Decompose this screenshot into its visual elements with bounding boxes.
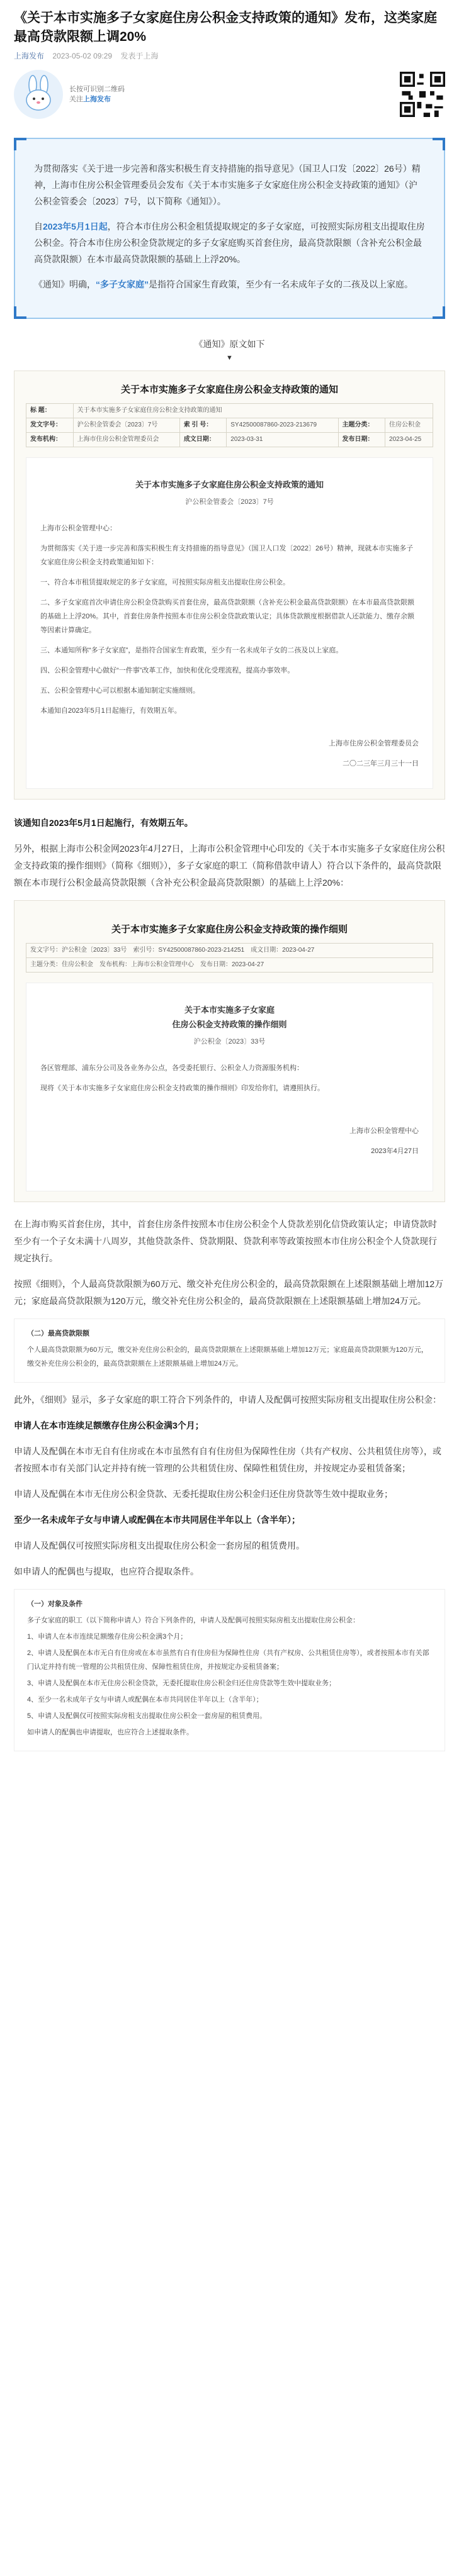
source-link[interactable]: 上海发布 xyxy=(14,52,45,60)
para-loan-limits: 按照《细则》，个人最高贷款限额为60万元、缴交补充住房公积金的，最高贷款限额在上述限额基础上增加12万元；家庭最高贷款限额为120万元，缴交补充住房公积金的，最高贷款限额在上述限额基础上增加24万元。 xyxy=(14,1279,444,1306)
para-rules-intro: 另外，根据上海市公积金网2023年4月27日，上海市公积金管理中心印发的《关于本市实施多子女家庭住房公积金支持政策的操作细则》（简称《细则》），多子女家庭的职工（简称借款申请人）符合以下条件的，最高贷款限额在本市现行公积金最高贷款限额（含补充公积金最高贷款限额）的基础上上浮20%： xyxy=(14,844,445,888)
para-conditions: 在上海市购买首套住房，其中，首套住房条件按照本市住房公积金个人贷款差别化信贷政策认定；申请贷款时至少有一个子女未满十八周岁，其他贷款条件、贷款期限、贷款利率等政策按照本市住房公积金个人贷款现行规定执行。 xyxy=(14,1219,437,1263)
limits-excerpt-image: （二）最高贷款限额 个人最高贷款限额为60万元，缴交补充住房公积金的，最高贷款限额在上述限额基础上增加12万元；家庭最高贷款限额为120万元，缴交补充住房公积金的，最高贷款限额在上述限额基础上增加24万元。 xyxy=(14,1319,445,1383)
follow-banner xyxy=(0,65,459,128)
para-withdraw-intro: 此外，《细则》显示，多子女家庭的职工符合下列条件的，申请人及配偶可按照实际房租支出提取住房公积金： xyxy=(14,1395,441,1405)
doc1-info-table: 标 题： 关于本市实施多子女家庭住房公积金支持政策的通知 发文字号： 沪公积金管委会〔2023〕7号 索 引 号： SY42500087860-2023-213679 主题分类： 住房公积金 发布机构： 上海市住房公积金管理委员会 成文日期： 2023-03-31 发布日期： 2023-04-25 xyxy=(26,403,433,447)
publish-location: 发表于上海 xyxy=(120,52,159,60)
summary-box xyxy=(14,138,445,319)
para-cond-2: 申请人及配偶在本市无自有住房或在本市虽然有自有住房但为保障性住房（共有产权房、公共租赁住房等），或者按照本市有关部门认定并持有统一管理的公共租赁住房、保障性租赁住房，并按规定办妥租赁备案； xyxy=(14,1446,441,1473)
summary-p3: 《通知》明确，“多子女家庭”是指符合国家生育政策，至少有一名未成年子女的二孩及以上家庭。 xyxy=(34,279,413,289)
doc2-info-table: 发文字号：沪公积金〔2023〕33号 索引号：SY42500087860-2023-214251 成文日期：2023-04-27 主题分类：住房公积金 发布机构：上海市公积金管理中心 发布日期：2023-04-27 xyxy=(26,943,433,973)
para-spouse: 如申请人的配偶也与提取，也应符合提取条件。 xyxy=(14,1566,199,1576)
doc1-title: 关于本市实施多子女家庭住房公积金支持政策的通知 xyxy=(120,384,338,395)
para-cond-4: 至少一名未成年子女与申请人或配偶在本市共同居住半年以上（含半年）； xyxy=(14,1515,300,1525)
article-meta xyxy=(0,50,459,65)
summary-p2: 自2023年5月1日起，符合本市住房公积金租赁提取规定的多子女家庭，可按照实际房租支出提取住房公积金。符合本市住房公积金贷款规定的多子女家庭购买首套住房，最高贷款限额（含补充公积金最高贷款限额）在本市最高贷款限额的基础上上浮20%。 xyxy=(34,221,425,264)
qr-hint: 长按可识别二维码 关注上海发布 xyxy=(69,86,125,103)
triangle-down-icon: ▼ xyxy=(226,354,233,362)
para-cond-3: 申请人及配偶在本市无住房公积金贷款、无委托提取住房公积金归还住房贷款等生效中提取业务； xyxy=(14,1489,393,1499)
qr-code-icon[interactable] xyxy=(400,72,445,117)
article-title: 《关于本市实施多子女家庭住房公积金支持政策的通知》发布，这类家庭最高贷款限额上调20% xyxy=(14,11,437,44)
section-caption: 《通知》原文如下 xyxy=(194,339,265,349)
para-cond-5: 申请人及配偶仅可按照实际房租支出提取住房公积金一套房屋的租赁费用。 xyxy=(14,1541,305,1551)
doc1-body: 关于本市实施多子女家庭住房公积金支持政策的通知 沪公积金管委会〔2023〕7号 上海市公积金管理中心： 为贯彻落实《关于进一步完善和落实积极生育支持措施的指导意见》（国卫人口发〔2022〕26号）精神，现就本市实施多子女家庭住房公积金支持政策通知如下： 一、符合本市租赁提取规定的多子女家庭，可按照实际房租支出提取住房公积金。 二、多子女家庭首次申请住房公积金贷款购买首套住房，最高贷款限额（含补充公积金最高贷款限额）在本市最高贷款限额的基础上上浮20%。其中，首套住房条件按照本市住房公积金贷款政策认定；具体贷款额度根据借款人还款能力、缴存余额等因素计算确定。 三、本通知所称“多子女家庭”，是指符合国家生育政策，至少有一名未成年子女的二孩及以上家庭。 四、公积金管理中心做好“一件事”改革工作，加快和优化受理流程，提高办事效率。 五、公积金管理中心可以根据本通知制定实施细则。 本通知自2023年5月1日起施行，有效期五年。 上海市住房公积金管理委员会 二〇二三年三月三十一日 xyxy=(26,457,433,789)
summary-p1: 为贯彻落实《关于进一步完善和落实积极生育支持措施的指导意见》（国卫人口发〔2022〕26号）精神，上海市住房公积金管理委员会发布《关于本市实施多子女家庭住房公积金支持政策的通知》（沪公积金管委会〔2023〕7号，以下简称《通知》）。 xyxy=(34,164,421,206)
body-section-2 xyxy=(0,1216,459,1751)
rules-document-image xyxy=(14,900,445,1202)
para-cond-1: 申请人在本市连续足额缴存住房公积金满3个月； xyxy=(14,1420,204,1430)
body-section-1 xyxy=(0,815,459,891)
notice-document-image xyxy=(14,371,445,800)
para-effective: 该通知自2023年5月1日起施行，有效期五年。 xyxy=(14,818,193,828)
rabbit-logo-icon xyxy=(14,70,63,119)
doc2-body: 关于本市实施多子女家庭 住房公积金支持政策的操作细则 沪公积金〔2023〕33号 各区管理部、浦东分公司及各业务办公点，各受委托银行、公积金人力资源服务机构： 现将《关于本市实施多子女家庭住房公积金支持政策的操作细则》印发给你们，请遵照执行。 上海市公积金管理中心 2023年4月27日 xyxy=(26,983,433,1191)
publish-datetime: 2023-05-02 09:29 xyxy=(52,52,113,60)
withdraw-excerpt-image: （一）对象及条件 多子女家庭的职工（以下简称申请人）符合下列条件的，申请人及配偶可按照实际房租支出提取住房公积金： 1、申请人在本市连续足额缴存住房公积金满3个月； 2、申请人及配偶在本市无自有住房或在本市虽然有自有住房但为保障性住房（共有产权房、公共租赁住房等），或者按照本市有关部门认定并持有统一管理的公共租赁住房、保障性租赁住房，并按规定办妥租赁备案； 3、申请人及配偶在本市无住房公积金贷款，无委托提取住房公积金归还住房贷款等生效中提取业务； 4、至少一名未成年子女与申请人或配偶在本市共同居住半年以上（含半年）； 5、申请人及配偶仅可按照实际房租支出提取住房公积金一套房屋的租赁费用。 如申请人的配偶也申请提取，也应符合上述提取条件。 xyxy=(14,1589,445,1751)
doc2-title: 关于本市实施多子女家庭住房公积金支持政策的操作细则 xyxy=(111,924,348,935)
